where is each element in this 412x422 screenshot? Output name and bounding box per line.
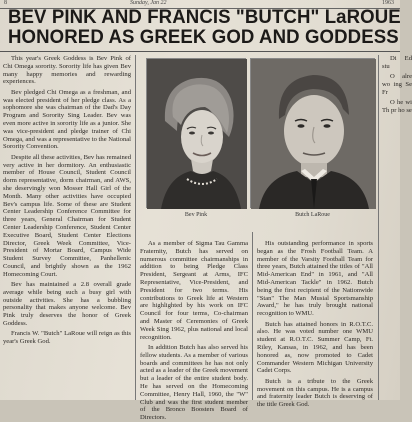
paragraph: This year's Greek Goddess is Bev Pink of Chi Omega sorority. Sorority life has given Bev many happy memories and rewarding experiences. — [3, 55, 131, 86]
photo-bev-pink — [146, 58, 246, 208]
article-column-2 — [140, 240, 248, 422]
page-year: 1963 — [382, 0, 394, 6]
headline — [8, 7, 401, 48]
headline-rule — [0, 51, 400, 52]
headline-line-2: HONORED AS GREEK GOD AND GODDESS — [8, 27, 399, 48]
column-divider — [252, 232, 253, 400]
article-column-3 — [257, 240, 373, 409]
article-column-1 — [3, 55, 131, 400]
paragraph: Di Ed stu — [382, 55, 412, 70]
photo-caption-bev-pink: Bev Pink — [184, 212, 208, 218]
page-number: 8 — [4, 0, 7, 6]
paragraph: Butch has attained honors in R.O.T.C. also. He was voted number one WMU student at R.O.T.C. Summer Camp, Ft. Riley, Kansas, in 1962, and has been honored as, now promoted to Cadet Commander Western Michigan University Cadet Corps. — [257, 320, 373, 375]
paragraph: O he wi Th pr ho se — [382, 99, 412, 114]
paragraph: Francis W. "Butch" LaRoue will reign as this year's Greek God. — [3, 330, 131, 346]
headline-line-1: BEV PINK AND FRANCIS "BUTCH" LaROUE — [8, 7, 401, 28]
paragraph: Bev pledged Chi Omega as a freshman, and was elected president of her pledge class. As a sophomore she was chairman of the Dad's Day Program and Sorority Sing Leader. Bev was even more active in sorority life as a junior. She was vice-president and pledge trainer of Chi Omega, and was a representative to the National Sorority Convention. — [3, 88, 131, 151]
paragraph: Despite all these activities, Bev has remained very active in her dormitory. An enthusiastic member of House Council, Student Council dorm representative, dorm chairman, and AWS, she deservingly won Mosser Hall Girl of the Month. Many other activities have occupied Bev's campus life. Some of these are Student Center Leadership Conference Committee for three years, General Chairman for Student Center Leadership Conference, Student Center Executive Board, Student Center Elections Director, Greek Week Committee, Vice-President of Mortar Board, Campus Wide Student Survey Committee, Panhellenic Council, and brightly shown as the 1962 Homecoming Court. — [3, 153, 131, 278]
photo-butch-laroue — [250, 58, 375, 208]
column-divider — [378, 55, 379, 400]
paragraph: Butch is a tribute to the Greek movement on this campus. He is a campus and fraternity leader Butch is deserving of the title Greek God. — [257, 377, 373, 409]
paragraph: As a member of Sigma Tau Gamma Fraternity, Butch has served on numerous committee chairmanships in addition to being Pledge Class President, Sergeant at Arms, IFC Representative, Vice-President, and President for two terms. His contributions to Greek life at Western are highlighted by his work on IFC Council for four terms, Co-chairman and Master of Ceremonies of Greek Week Sing 1962, plus national and local recognition. — [140, 240, 248, 341]
publication-date: Sunday, Jan 22 — [130, 0, 167, 6]
photo-caption-butch-laroue: Butch LaRoue — [295, 212, 330, 218]
paragraph: O alre wo ing Se Fr — [382, 73, 412, 96]
article-column-4-cropped — [382, 55, 412, 400]
paragraph: Bev has maintained a 2.8 overall grade average while being such a busy girl with outside activities. She has a bubbling personality that makes anyone welcome. Bev Pink truly deserves the honor of Greek Goddess. — [3, 281, 131, 328]
column-divider — [135, 55, 136, 400]
paragraph: In addition Butch has also served his fellow students. As a member of various boards and committees he has not only acted as a leader of the Greek movement but a leader of the entire student body. He has served on the Homecoming Committee, Henry Hall, 1960, the "W" Club and was the first student member of the Bronco Boosters Board of Directors. — [140, 343, 248, 422]
paragraph: His outstanding performance in sports began as the Frosh Football Team. A member of the Varsity Football Team for three years, Butch attained the titles of "All Mid-American End" in 1961, and "All Mid-American Tackle" in 1962. Butch being the first recipient of the Nationwide "Stan" The Man Musial Sportsmanship Award," he has truly brought national recognition to WMU. — [257, 240, 373, 318]
